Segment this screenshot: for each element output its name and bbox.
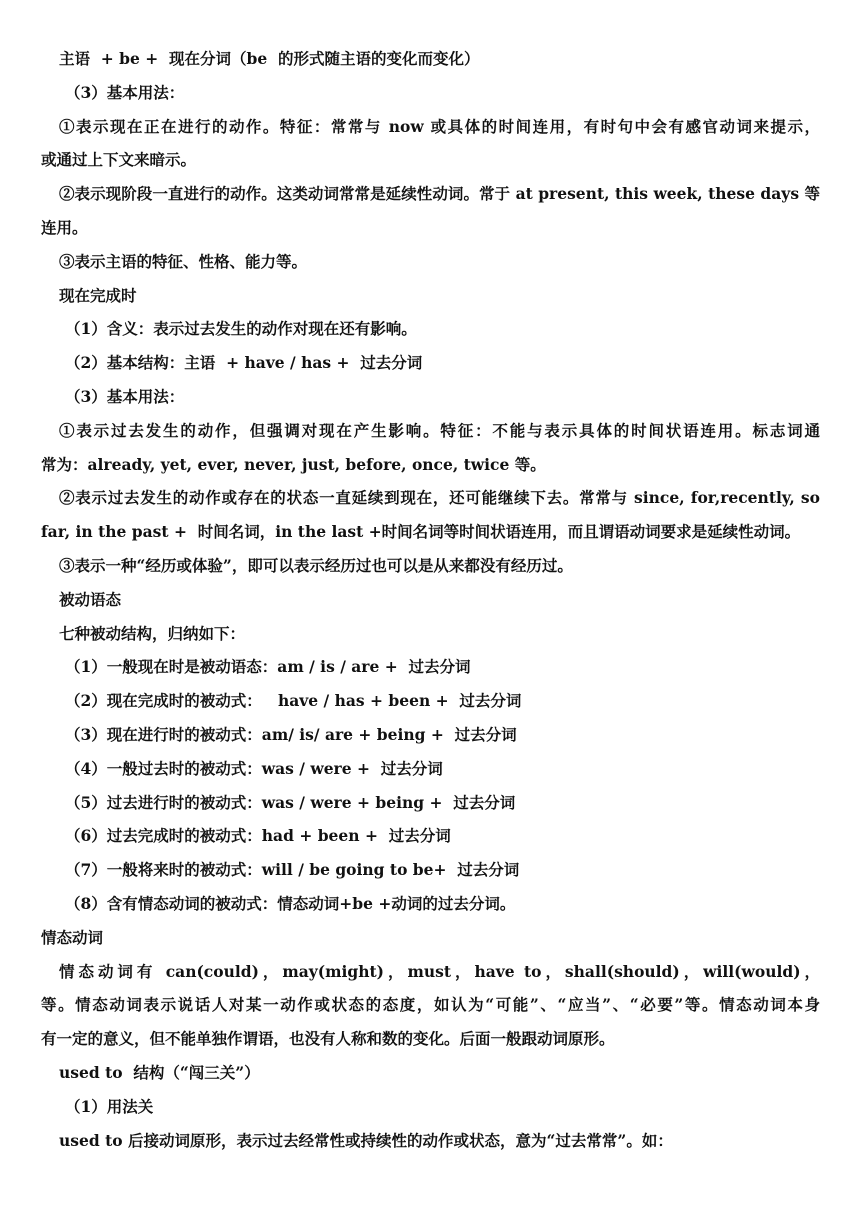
text-line: 情态动词有 can(could)，may(might)，must，have to，shall(should)，will(would)， xyxy=(59,961,820,981)
list-item: （1）一般现在时是被动语态：am / is / are + 过去分词 xyxy=(65,657,471,677)
text-line: ①表示过去发生的动作，但强调对现在产生影响。特征：不能与表示具体的时间状语连用。标志词通 xyxy=(59,420,820,440)
text-line: （1）含义：表示过去发生的动作对现在还有影响。 xyxy=(65,319,417,339)
text-line: 常为：already, yet, ever, never, just, before, once, twice 等。 xyxy=(41,454,546,474)
section-heading: used to 结构（“闯三关”） xyxy=(59,1062,260,1082)
list-item: （3）现在进行时的被动式：am/ is/ are + being + 过去分词 xyxy=(65,724,517,744)
list-item: （8）含有情态动词的被动式：情态动词+be +动词的过去分词。 xyxy=(65,893,516,913)
list-item: （4）一般过去时的被动式：was / were + 过去分词 xyxy=(65,758,443,778)
text-line: ③表示主语的特征、性格、能力等。 xyxy=(59,251,308,271)
text-line: used to 后接动词原形，表示过去经常性或持续性的动作或状态，意为“过去常常”。如： xyxy=(59,1130,673,1150)
text-line: ②表示现阶段一直进行的动作。这类动词常常是延续性动词。常于 at present, this week, these days 等 xyxy=(59,184,820,204)
text-line: 等。情态动词表示说话人对某一动作或状态的态度，如认为“可能”、“应当”、“必要”等。情态动词本身 xyxy=(41,995,820,1015)
section-heading: 现在完成时 xyxy=(59,285,137,305)
section-heading: 被动语态 xyxy=(59,589,122,609)
text-line: 或通过上下文来暗示。 xyxy=(41,150,197,170)
list-item: （7）一般将来时的被动式：will / be going to be+ 过去分词 xyxy=(65,860,520,880)
text-line: 连用。 xyxy=(41,217,88,237)
text-line: far, in the past + 时间名词，in the last +时间名词等时间状语连用，而且谓语动词要求是延续性动词。 xyxy=(41,522,801,542)
text-line: ①表示现在正在进行的动作。特征：常常与 now 或具体的时间连用，有时句中会有感官动词来提示， xyxy=(59,116,820,136)
text-line: 七种被动结构，归纳如下： xyxy=(59,623,246,643)
text-line: （3）基本用法： xyxy=(65,386,185,406)
text-line: （2）基本结构：主语 + have / has + 过去分词 xyxy=(65,353,423,373)
list-item: （2）现在完成时的被动式： have / has + been + 过去分词 xyxy=(65,691,522,711)
section-heading: 情态动词 xyxy=(41,927,104,947)
text-line: 主语 + be + 现在分词（be 的形式随主语的变化而变化） xyxy=(59,49,480,68)
list-item: （5）过去进行时的被动式：was / were + being + 过去分词 xyxy=(65,792,516,812)
list-item: （6）过去完成时的被动式：had + been + 过去分词 xyxy=(65,826,451,846)
text-line: ②表示过去发生的动作或存在的状态一直延续到现在，还可能继续下去。常常与 since, for,recently, so xyxy=(59,488,820,508)
text-line: （3）基本用法： xyxy=(65,82,185,102)
text-line: 有一定的意义，但不能单独作谓语，也没有人称和数的变化。后面一般跟动词原形。 xyxy=(41,1029,615,1049)
text-line: （1）用法关 xyxy=(65,1096,154,1116)
text-line: ③表示一种“经历或体验”，即可以表示经历过也可以是从来都没有经历过。 xyxy=(59,555,573,575)
